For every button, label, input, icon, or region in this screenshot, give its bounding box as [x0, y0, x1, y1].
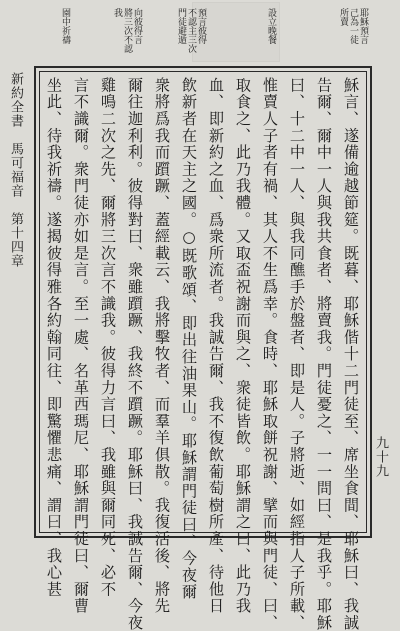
page-number: 九十九 — [373, 436, 388, 478]
text-column: 飲新者在天主之國。○既歌頌、即出往油果山。耶穌謂門徒曰、今夜爾 — [180, 77, 198, 601]
text-frame-inner — [39, 71, 367, 631]
margin-note-betrayal — [338, 8, 368, 60]
text-column: 衆將爲我而躓蹶、蓋經載云、我將擊牧者、而羣羊俱散。我復活後、將先 — [153, 77, 171, 615]
margin-note-line: 所賣 — [338, 8, 348, 26]
chapter-title: 馬可福音 第十四章 — [8, 142, 23, 268]
text-column: 血、即新約之血、爲衆所流者。我誠告爾、我不復飲葡萄樹所產、待他日 — [207, 77, 225, 615]
margin-note-line: 我 — [112, 8, 122, 17]
margin-note-denial — [112, 8, 142, 60]
text-column: 曰、十二中一人、與我同醮手於盤者、即是人。子將逝、如經指人子所載、 — [288, 77, 306, 631]
text-column: 取食之、此乃我體。又取盃祝謝而與之、衆徒皆飲。耶穌謂之曰、此乃我 — [234, 77, 252, 615]
margin-note-line: 不認主三次 — [186, 8, 196, 53]
book-title: 新約全書 — [8, 72, 23, 128]
margin-note-line: 設立晚餐 — [266, 8, 276, 44]
text-column: 爾往迦利利。彼得對曰、衆雖躓蹶、我終不躓蹶。耶穌曰、我誠告爾、今夜 — [126, 77, 144, 631]
margin-note-prophecy — [176, 8, 206, 60]
margin-note-supper — [266, 8, 276, 60]
margin-note-garden — [60, 8, 70, 60]
text-frame — [34, 66, 372, 631]
text-column: 告爾、爾中一人與我共食者、將賣我。門徒憂之、一一問曰、是我乎。耶穌 — [315, 77, 333, 631]
margin-note-line: 園中祈禱 — [60, 8, 70, 44]
margin-note-line: 己為一徒 — [348, 8, 358, 44]
margin-note-line: 向彼得言 — [132, 8, 142, 44]
running-head — [6, 72, 25, 268]
text-column: 坐此、待我祈禱。遂揭彼得雅各約翰同往、即驚懼悲痛、謂曰、我心甚 — [45, 77, 63, 598]
text-column: 惟賣人子者有禍、其人不生爲幸。食時、耶穌取餅祝謝、擘而與門徒、曰、 — [261, 77, 279, 631]
margin-note-line: 門徒避遁 — [176, 8, 186, 44]
text-column: 言不識爾。衆門徒亦如是言。至一處、名革西瑪尼、耶穌謂門徒曰、爾曹 — [72, 77, 90, 615]
text-column: 穌言、遂備逾越節筵。既暮、耶穌偕十二門徒至、席坐食間、耶穌曰、我誠 — [342, 77, 360, 631]
margin-note-line: 將三次不認 — [122, 8, 132, 53]
margin-note-line: 預言彼得 — [196, 8, 206, 44]
text-column: 雞鳴二次之先、爾將三次言不識我。彼得力言曰、我雖與爾同死、必不 — [99, 77, 117, 598]
margin-note-line: 耶穌預言 — [358, 8, 368, 44]
